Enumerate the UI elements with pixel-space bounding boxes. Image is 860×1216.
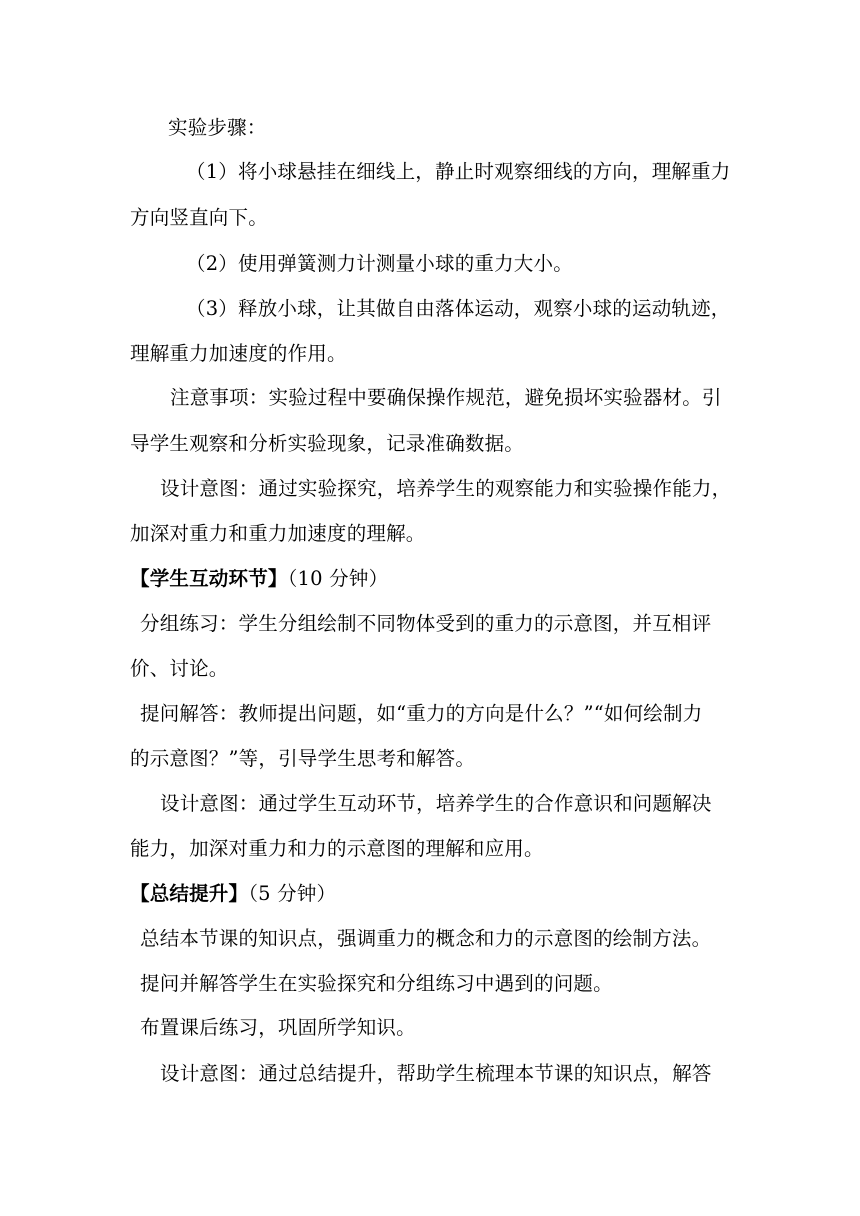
text-line-9: 设计意图：通过实验探究，培养学生的观察能力和实验操作能力， — [160, 477, 732, 500]
heading-title: 【总结提升】 — [130, 882, 249, 905]
text-line-5: （3）释放小球，让其做自由落体运动，观察小球的运动轨迹， — [186, 297, 731, 320]
text-line-10: 加深对重力和重力加速度的理解。 — [130, 522, 426, 545]
heading-duration: （5 分钟） — [248, 882, 337, 905]
text-line-16: 的示意图？”等，引导学生思考和解答。 — [130, 747, 476, 770]
text-line-4: （2）使用弹簧测力计测量小球的重力大小。 — [186, 252, 573, 275]
text-line-17: 设计意图：通过学生互动环节，培养学生的合作意识和问题解决 — [160, 792, 712, 815]
section-heading-summary — [130, 882, 336, 906]
text-line-7: 注意事项：实验过程中要确保操作规范，避免损坏实验器材。引 — [170, 386, 722, 409]
section-heading-interaction — [130, 567, 388, 591]
text-line-6: 理解重力加速度的作用。 — [130, 342, 347, 365]
text-line-18: 能力，加深对重力和力的示意图的理解和应用。 — [130, 837, 544, 860]
text-line-22: 提问并解答学生在实验探究和分组练习中遇到的问题。 — [140, 972, 613, 995]
text-line-2: （1）将小球悬挂在细线上，静止时观察细线的方向，理解重力 — [186, 160, 731, 183]
text-line-21: 总结本节课的知识点，强调重力的概念和力的示意图的绘制方法。 — [140, 927, 712, 950]
text-line-24: 设计意图：通过总结提升，帮助学生梳理本节课的知识点，解答 — [160, 1062, 712, 1085]
heading-duration: （10 分钟） — [287, 567, 389, 590]
text-line-13: 分组练习：学生分组绘制不同物体受到的重力的示意图，并互相评 — [140, 612, 712, 635]
text-line-3: 方向竖直向下。 — [130, 206, 268, 229]
text-line-23: 布置课后练习，巩固所学知识。 — [140, 1016, 416, 1039]
text-line-14: 价、讨论。 — [130, 657, 229, 680]
text-line-15: 提问解答：教师提出问题，如“重力的方向是什么？”“如何绘制力 — [140, 702, 703, 725]
text-line-1: 实验步骤： — [168, 116, 267, 139]
text-line-8: 导学生观察和分析实验现象，记录准确数据。 — [130, 432, 525, 455]
heading-title: 【学生互动环节】 — [130, 567, 288, 590]
